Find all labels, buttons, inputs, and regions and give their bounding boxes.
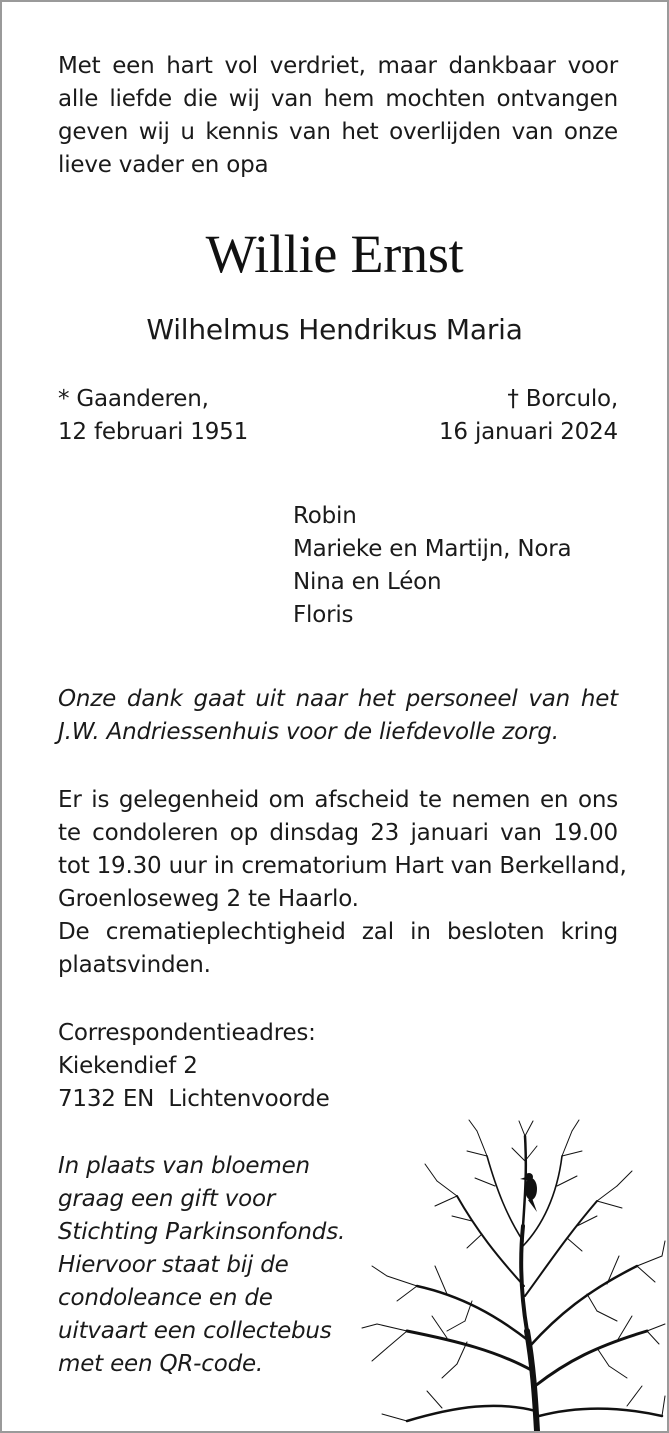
life-dates: [58, 383, 618, 449]
address-street: Kiekendief 2: [58, 1053, 198, 1079]
deceased-full-name: Wilhelmus Hendrikus Maria: [146, 313, 523, 346]
intro-line: lieve vader en opa: [58, 152, 269, 178]
family-member: Robin: [293, 503, 357, 529]
farewell-line: te condoleren op dinsdag 23 januari van 19.00: [58, 820, 618, 846]
intro-text: [58, 50, 618, 182]
farewell-text: [58, 784, 627, 982]
intro-line: Met een hart vol verdriet, maar dankbaar voor: [58, 53, 618, 79]
flowers-line: Stichting Parkinsonfonds.: [58, 1219, 346, 1245]
intro-line: geven wij u kennis van het overlijden van onze: [58, 119, 618, 145]
birth-date: 12 februari 1951: [58, 419, 249, 445]
address-label: Correspondentieadres:: [58, 1020, 316, 1046]
tree-with-bird-icon: [347, 1116, 667, 1431]
death-place: † Borculo,: [507, 386, 618, 412]
flowers-line: Hiervoor staat bij de: [58, 1252, 289, 1278]
farewell-line: De crematieplechtigheid zal in besloten kring: [58, 919, 618, 945]
farewell-line: Groenloseweg 2 te Haarlo.: [58, 886, 359, 912]
thanks-line: J.W. Andriessenhuis voor de liefdevolle zorg.: [58, 719, 559, 745]
deceased-name: Willie Ernst: [205, 224, 464, 284]
family-member: Floris: [293, 602, 354, 628]
thanks-line: Onze dank gaat uit naar het personeel van het: [58, 686, 618, 712]
family-member: Nina en Léon: [293, 569, 442, 595]
birth-place: * Gaanderen,: [58, 386, 209, 412]
address-city: 7132 EN Lichtenvoorde: [58, 1086, 330, 1112]
farewell-line: plaatsvinden.: [58, 952, 211, 978]
thanks-text: [58, 683, 618, 749]
intro-line: alle liefde die wij van hem mochten ontvangen: [58, 86, 618, 112]
flowers-line: In plaats van bloemen: [58, 1153, 310, 1179]
flowers-line: met een QR-code.: [58, 1351, 264, 1377]
family-list: [293, 500, 571, 632]
farewell-line: tot 19.30 uur in crematorium Hart van Berkelland,: [58, 853, 627, 879]
correspondence-address: [58, 1017, 618, 1116]
flowers-line: condoleance en de: [58, 1285, 273, 1311]
farewell-line: Er is gelegenheid om afscheid te nemen en ons: [58, 787, 618, 813]
flowers-line: uitvaart een collectebus: [58, 1318, 332, 1344]
flowers-line: graag een gift voor: [58, 1186, 276, 1212]
family-member: Marieke en Martijn, Nora: [293, 536, 572, 562]
death-date: 16 januari 2024: [438, 419, 618, 445]
